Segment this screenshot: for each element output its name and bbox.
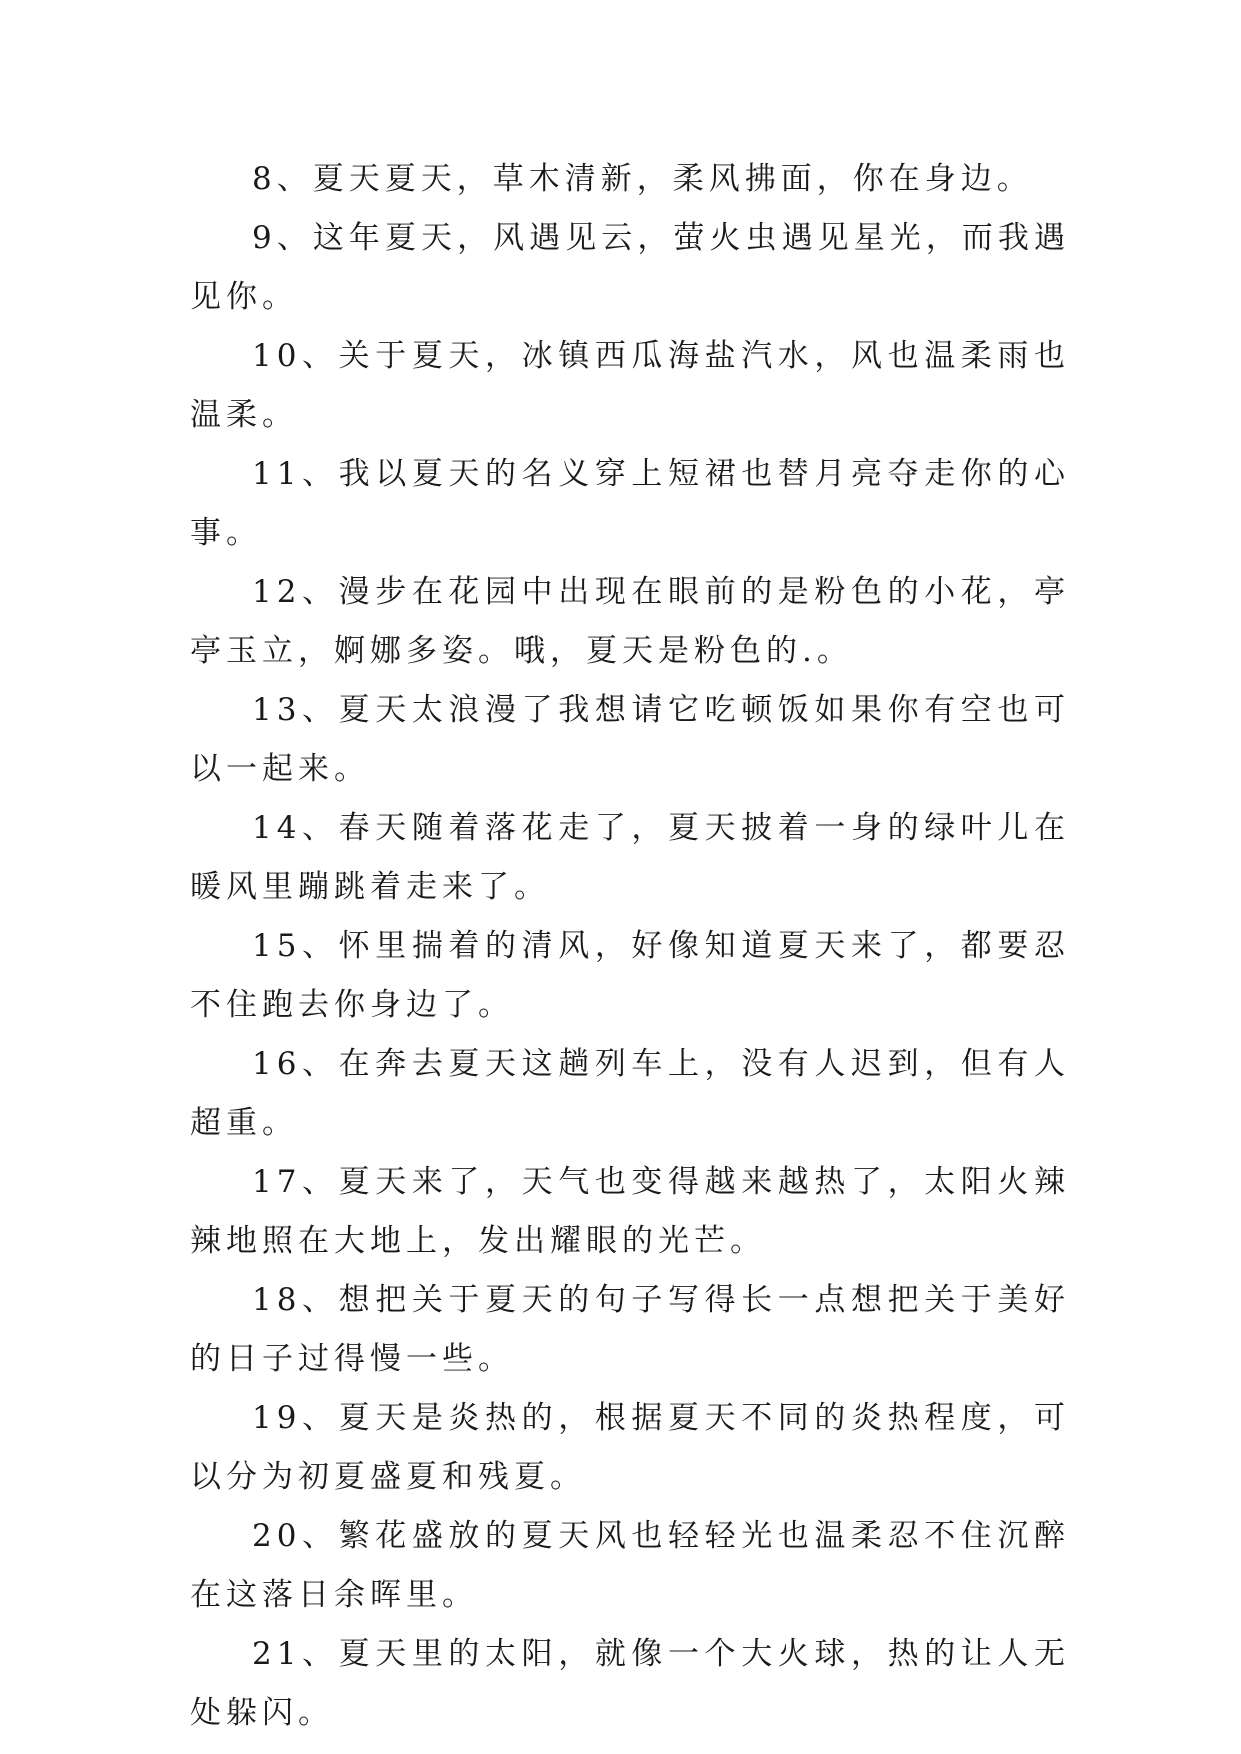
paragraph-20: 20、繁花盛放的夏天风也轻轻光也温柔忍不住沉醉在这落日余晖里。 bbox=[190, 1518, 1070, 1613]
paragraph-10: 10、关于夏天，冰镇西瓜海盐汽水，风也温柔雨也温柔。 bbox=[190, 338, 1070, 433]
paragraph-19: 19、夏天是炎热的，根据夏天不同的炎热程度，可以分为初夏盛夏和残夏。 bbox=[190, 1400, 1070, 1495]
paragraph-21: 21、夏天里的太阳，就像一个大火球，热的让人无处躲闪。 bbox=[190, 1636, 1070, 1731]
paragraph-12: 12、漫步在花园中出现在眼前的是粉色的小花，亭亭玉立，婀娜多姿。哦，夏天是粉色的.。 bbox=[190, 574, 1070, 669]
paragraph-8: 8、夏天夏天，草木清新，柔风拂面，你在身边。 bbox=[252, 161, 1033, 197]
paragraph-9: 9、这年夏天，风遇见云，萤火虫遇见星光，而我遇见你。 bbox=[190, 220, 1070, 315]
paragraph-11: 11、我以夏天的名义穿上短裙也替月亮夺走你的心事。 bbox=[190, 456, 1070, 551]
paragraph-14: 14、春天随着落花走了，夏天披着一身的绿叶儿在暖风里蹦跳着走来了。 bbox=[190, 810, 1070, 905]
paragraph-18: 18、想把关于夏天的句子写得长一点想把关于美好的日子过得慢一些。 bbox=[190, 1282, 1070, 1377]
paragraph-17: 17、夏天来了，天气也变得越来越热了，太阳火辣辣地照在大地上，发出耀眼的光芒。 bbox=[190, 1164, 1070, 1259]
document-body bbox=[190, 150, 1070, 1743]
paragraph-16: 16、在奔去夏天这趟列车上，没有人迟到，但有人超重。 bbox=[190, 1046, 1070, 1141]
paragraph-15: 15、怀里揣着的清风，好像知道夏天来了，都要忍不住跑去你身边了。 bbox=[190, 928, 1070, 1023]
paragraph-13: 13、夏天太浪漫了我想请它吃顿饭如果你有空也可以一起来。 bbox=[190, 692, 1070, 787]
